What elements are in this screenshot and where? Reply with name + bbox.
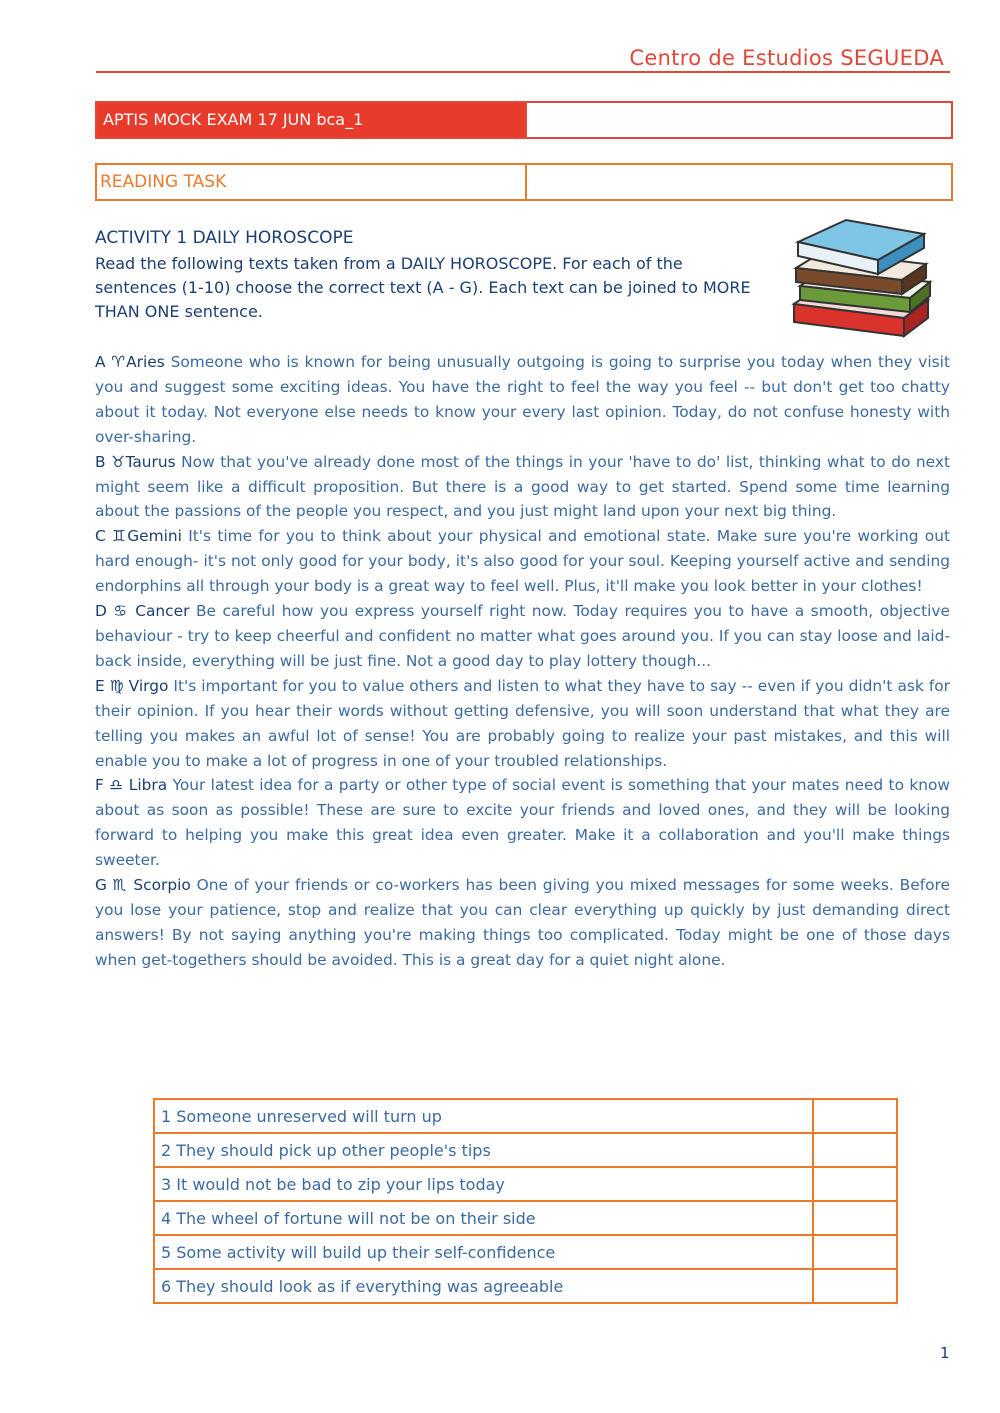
passage-text: Be careful how you express yourself right now. Today requires you to have a smooth, objective behaviour - try to keep cheerful and confident no matter what goes around you. If you can stay loose and laid-back inside, everything will be just fine. Not a good day to play lottery though... [95,602,950,670]
passage-sign: E ♍ Virgo [95,676,169,695]
sentence-cell: 4 The wheel of fortune will not be on their side [154,1201,813,1235]
answer-cell[interactable] [813,1235,897,1269]
table-row [154,1269,897,1303]
horoscope-passages [95,350,950,973]
exam-name-field[interactable] [525,103,951,137]
sentence-cell: 3 It would not be bad to zip your lips today [154,1167,813,1201]
page-number: 1 [940,1344,950,1362]
task-title-box [95,163,953,201]
passage-aries [95,350,950,450]
activity-title: ACTIVITY 1 DAILY HOROSCOPE [95,228,354,248]
passage-cancer [95,599,950,674]
books-icon [786,216,936,342]
answer-cell[interactable] [813,1099,897,1133]
answer-table [153,1098,898,1304]
passage-text: It's time for you to think about your physical and emotional state. Make sure you're working out hard enough- it's not only good for your body, it's also good for your soul. Keeping yourself active and sending endorphins all through your body is a great way to feel well. Plus, it'll make you look better in your clothes! [95,527,950,596]
table-row [154,1133,897,1167]
passage-libra [95,773,950,873]
answer-cell[interactable] [813,1167,897,1201]
passage-text: It's important for you to value others and listen to what they have to say -- even if you didn't ask for their opinion. If you hear their words without getting defensive, you will soon understand that what they are telling you makes an awful lot of sense! You are probably going to realize your past mistakes, and this will enable you to make a lot of progress in one of your troubled relationships. [95,676,950,770]
sentence-cell: 1 Someone unreserved will turn up [154,1099,813,1133]
task-name-field[interactable] [525,165,951,199]
passage-sign: F ♎ Libra [95,776,168,795]
sentence-cell: 6 They should look as if everything was agreeable [154,1269,813,1303]
passage-scorpio [95,873,950,973]
passage-text: One of your friends or co-workers has been giving you mixed messages for some weeks. Before you lose your patience, stop and realize that you can clear everything up quickly by just demanding direct answers! By not saying anything you're making things too complicated. Today might be one of those days when get-togethers should be avoided. This is a great day for a quiet night alone. [95,876,950,969]
passage-sign: C ♊Gemini [95,527,182,546]
passage-virgo [95,674,950,774]
header-title: Centro de Estudios SEGUEDA [629,46,944,70]
passage-text: Your latest idea for a party or other type of social event is something that your mates need to know about as soon as possible! These are sure to excite your friends and loved ones, and they will be looking forward to helping you make this great idea even greater. Make it a collaboration and you'll make things sweeter. [95,776,950,870]
passage-text: Now that you've already done most of the things in your 'have to do' list, thinking what to do next might seem like a difficult proposition. But there is a good way to get started. Spend some time learning about the passions of the people you respect, and you just might land upon your next big thing. [95,452,950,521]
table-row [154,1201,897,1235]
exam-title: APTIS MOCK EXAM 17 JUN bca_1 [97,103,525,137]
passage-sign: D ♋ Cancer [95,602,190,621]
sentence-cell: 2 They should pick up other people's tips [154,1133,813,1167]
exam-title-box [95,101,953,139]
answer-cell[interactable] [813,1269,897,1303]
passage-text: Someone who is known for being unusually outgoing is going to surprise you today when they visit you and suggest some exciting ideas. You have the right to feel the way you feel -- but don't get too chatty about it today. Not everyone else needs to know your every last opinion. Today, do not confuse honesty with over-sharing. [95,353,950,446]
header-rule [96,71,950,73]
passage-taurus [95,450,950,525]
table-row [154,1099,897,1133]
passage-sign: A ♈Aries [95,353,165,371]
activity-instructions: Read the following texts taken from a DAILY HOROSCOPE. For each of the sentences (1-10) choose the correct text (A - G). Each text can be joined to MORE THAN ONE sentence. [95,254,751,321]
sentence-cell: 5 Some activity will build up their self-confidence [154,1235,813,1269]
passage-sign: G ♏ Scorpio [95,876,191,895]
table-row [154,1235,897,1269]
task-title: READING TASK [100,172,227,192]
passage-sign: B ♉Taurus [95,452,176,471]
answer-cell[interactable] [813,1201,897,1235]
answer-cell[interactable] [813,1133,897,1167]
passage-gemini [95,524,950,599]
table-row [154,1167,897,1201]
